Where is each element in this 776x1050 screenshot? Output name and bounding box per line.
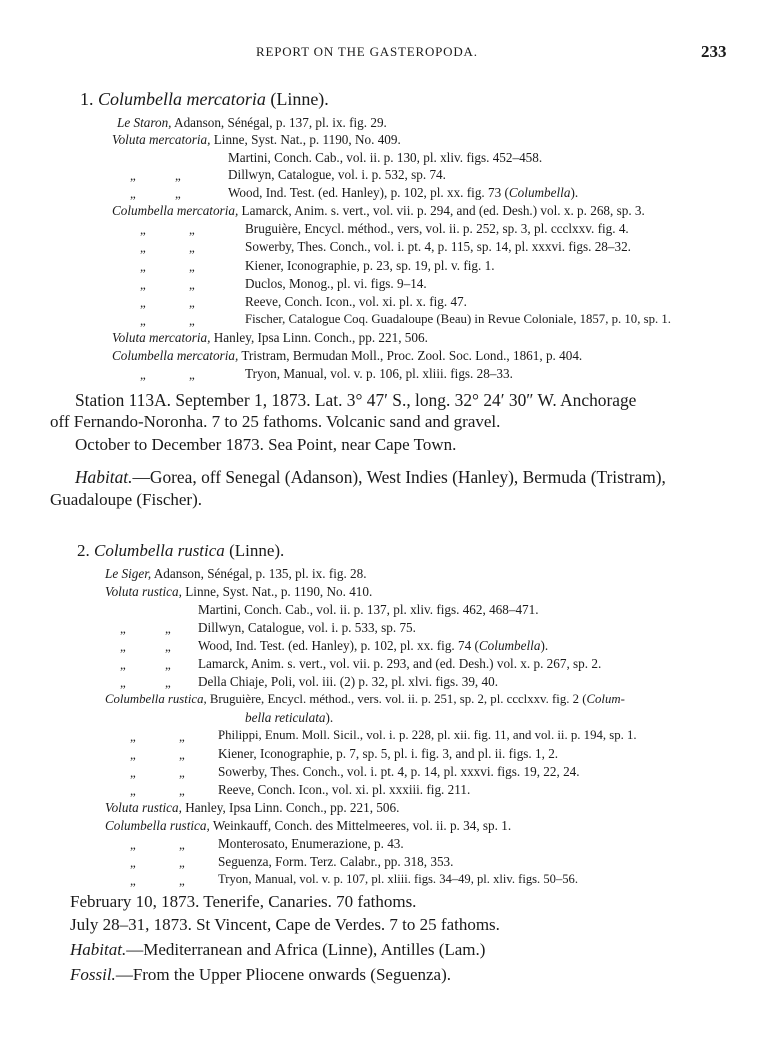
fossil-label: Fossil. (70, 965, 116, 984)
ditto-mark: „ „ (120, 675, 171, 690)
synonym-entry: bella reticulata). (245, 710, 334, 725)
synonym-entry: Kiener, Iconographie, p. 23, sp. 19, pl. v. fig. 1. (245, 258, 495, 273)
fossil-line: Fossil.—From the Upper Pliocene onwards (Seguenza). (70, 965, 451, 984)
ditto-mark: „ „ (140, 313, 195, 328)
ditto-mark: „ „ (130, 855, 185, 870)
ditto-mark: „ „ (130, 186, 181, 201)
synonym-entry: Columbella rustica, Weinkauff, Conch. des Mittelmeeres, vol. ii. p. 34, sp. 1. (105, 818, 512, 833)
synonym-entry: Bruguière, Encycl. méthod., vers, vol. ii. p. 252, sp. 3, pl. ccclxxv. fig. 4. (245, 221, 629, 236)
habitat-line: Guadaloupe (Fischer). (50, 490, 203, 509)
synonym-entry: Duclos, Monog., pl. vi. figs. 9–14. (245, 276, 427, 291)
synonym-entry: Lamarck, Anim. s. vert., vol. vii. p. 293, and (ed. Desh.) vol. x. p. 267, sp. 2. (198, 656, 602, 671)
habitat-label: Habitat. (75, 467, 133, 487)
ditto-mark: „ „ (140, 295, 195, 310)
ditto-mark: „ „ (140, 240, 195, 255)
synonym-entry: Columbella mercatoria, Lamarck, Anim. s. vert., vol. vii. p. 294, and (ed. Desh.) vol. x. p. 268, sp. 3. (112, 203, 645, 218)
ditto-mark: „ „ (140, 259, 195, 274)
synonym-entry: Reeve, Conch. Icon., vol. xi. pl. xxxiii. fig. 211. (218, 782, 471, 797)
synonym-entry: Dillwyn, Catalogue, vol. i. p. 533, sp. 75. (198, 620, 416, 635)
synonym-entry: Voluta mercatoria, Linne, Syst. Nat., p. 1190, No. 409. (112, 132, 401, 147)
ditto-mark: „ „ (120, 639, 171, 654)
species-author: (Linne). (270, 89, 329, 109)
habitat-label: Habitat. (70, 940, 127, 959)
synonym-entry: Martini, Conch. Cab., vol. ii. p. 130, pl. xliv. figs. 452–458. (228, 150, 543, 165)
ditto-mark: „ „ (130, 837, 185, 852)
synonym-entry: Columbella rustica, Bruguière, Encycl. méthod., vers. vol. ii. p. 251, sp. 2, pl. ccclxxv. fig. 2 (Colum- (105, 692, 625, 706)
habitat-line: Habitat.—Mediterranean and Africa (Linne), Antilles (Lam.) (70, 940, 486, 959)
station-line: July 28–31, 1873. St Vincent, Cape de Verdes. 7 to 25 fathoms. (70, 915, 500, 934)
synonym-entry: Martini, Conch. Cab., vol. ii. p. 137, pl. xliv. figs. 462, 468–471. (198, 602, 539, 617)
synonym-entry: Fischer, Catalogue Coq. Guadaloupe (Beau) in Revue Coloniale, 1857, p. 10, sp. 1. (245, 312, 671, 326)
ditto-mark: „ „ (140, 277, 195, 292)
synonym-entry: Tryon, Manual, vol. v. p. 107, pl. xliii. figs. 34–49, pl. xliv. figs. 50–56. (218, 872, 578, 886)
ditto-mark: „ „ (120, 621, 171, 636)
species-number: 1. (80, 89, 94, 109)
synonym-entry: Voluta rustica, Linne, Syst. Nat., p. 1190, No. 410. (105, 584, 373, 599)
synonym-entry: Dillwyn, Catalogue, vol. i. p. 532, sp. 74. (228, 167, 446, 182)
synonym-entry: Le Staron, Adanson, Sénégal, p. 137, pl. ix. fig. 29. (117, 115, 387, 130)
synonym-entry: Sowerby, Thes. Conch., vol. i. pt. 4, p. 115, sp. 14, pl. xxxvi. figs. 28–32. (245, 239, 631, 254)
ditto-mark: „ „ (140, 367, 195, 382)
ditto-mark: „ „ (140, 222, 195, 237)
species-author: (Linne). (229, 541, 285, 560)
station-line: off Fernando-Noronha. 7 to 25 fathoms. Volcanic sand and gravel. (50, 412, 501, 431)
synonym-entry: Reeve, Conch. Icon., vol. xi. pl. x. fig. 47. (245, 294, 467, 309)
synonym-entry: Seguenza, Form. Terz. Calabr., pp. 318, 353. (218, 854, 454, 869)
ditto-mark: „ „ (120, 657, 171, 672)
synonym-entry: Voluta rustica, Hanley, Ipsa Linn. Conch., pp. 221, 506. (105, 800, 400, 815)
running-title: REPORT ON THE GASTEROPODA. (256, 44, 478, 59)
synonym-entry: Della Chiaje, Poli, vol. iii. (2) p. 32, pl. xlvi. figs. 39, 40. (198, 674, 498, 689)
species-heading (77, 541, 284, 561)
synonym-entry: Voluta mercatoria, Hanley, Ipsa Linn. Conch., pp. 221, 506. (112, 330, 428, 345)
synonym-entry: Wood, Ind. Test. (ed. Hanley), p. 102, pl. xx. fig. 73 (Columbella). (228, 185, 579, 200)
ditto-mark: „ „ (130, 783, 185, 798)
synonym-entry: Monterosato, Enumerazione, p. 43. (218, 836, 404, 851)
station-line: October to December 1873. Sea Point, near Cape Town. (75, 435, 457, 454)
ditto-mark: „ „ (130, 729, 185, 744)
synonym-entry: Wood, Ind. Test. (ed. Hanley), p. 102, pl. xx. fig. 74 (Columbella). (198, 638, 549, 653)
page-number: 233 (701, 42, 727, 61)
species-number: 2. (77, 541, 90, 560)
station-line: February 10, 1873. Tenerife, Canaries. 70 fathoms. (70, 892, 417, 911)
species-name: Columbella mercatoria (98, 89, 266, 109)
ditto-mark: „ „ (130, 765, 185, 780)
ditto-mark: „ „ (130, 747, 185, 762)
synonym-entry: Philippi, Enum. Moll. Sicil., vol. i. p. 228, pl. xii. fig. 11, and vol. ii. p. 194, sp. 1. (218, 728, 637, 742)
station-line: Station 113A. September 1, 1873. Lat. 3° 47′ S., long. 32° 24′ 30″ W. Anchorage (75, 390, 637, 410)
synonym-entry: Sowerby, Thes. Conch., vol. i. pt. 4, p. 14, pl. xxxvi. figs. 19, 22, 24. (218, 764, 580, 779)
habitat-line: Habitat.—Gorea, off Senegal (Adanson), West Indies (Hanley), Bermuda (Tristram), (75, 467, 666, 487)
synonym-entry: Tryon, Manual, vol. v. p. 106, pl. xliii. figs. 28–33. (245, 366, 513, 381)
synonym-entry: Columbella mercatoria, Tristram, Bermudan Moll., Proc. Zool. Soc. Lond., 1861, p. 404. (112, 348, 583, 363)
ditto-mark: „ „ (130, 168, 181, 183)
ditto-mark: „ „ (130, 873, 185, 888)
synonym-entry: Le Siger, Adanson, Sénégal, p. 135, pl. ix. fig. 28. (105, 566, 367, 581)
synonym-entry: Kiener, Iconographie, p. 7, sp. 5, pl. i. fig. 3, and pl. ii. figs. 1, 2. (218, 746, 559, 761)
species-heading (80, 89, 329, 110)
species-name: Columbella rustica (94, 541, 225, 560)
